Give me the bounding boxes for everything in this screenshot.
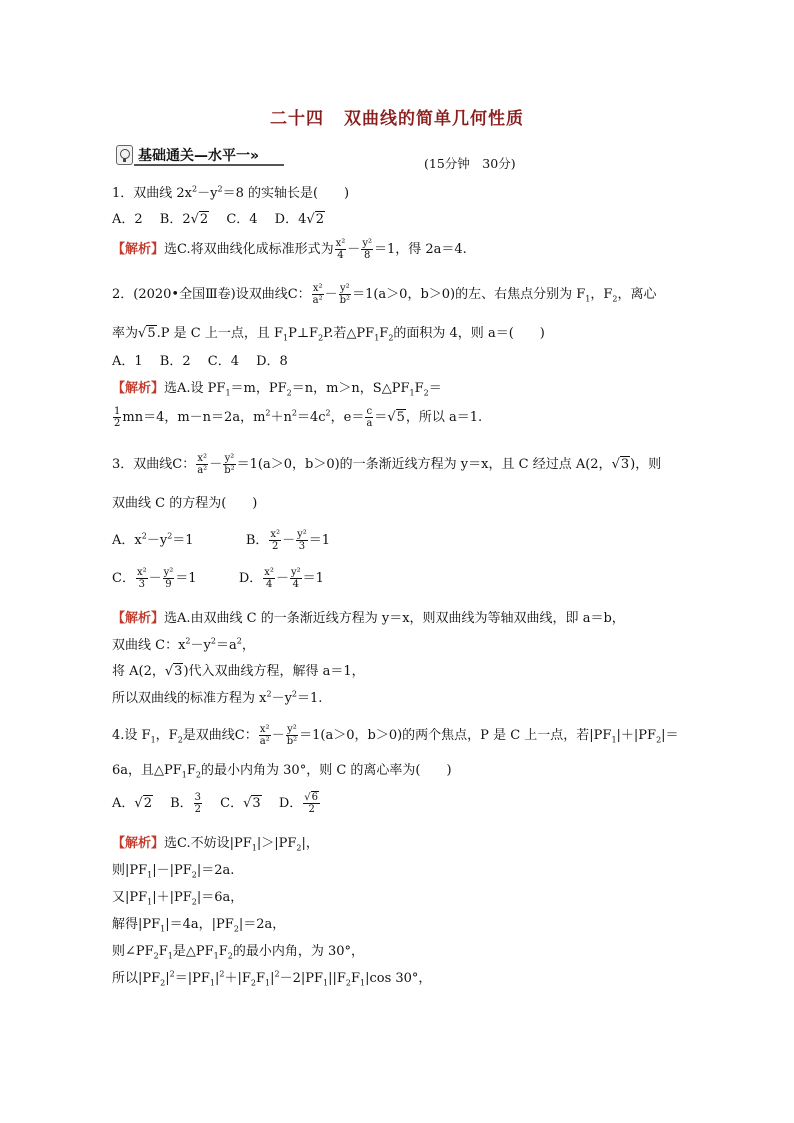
- q4-stem-line2: 6a，且$\triangle PF_1F_2$的最小内角为 30°，则 C 的离心率为( ): [112, 763, 452, 780]
- q3-stem-line1: 3．双曲线C： $\frac{\text{x²}}{\text{a²}}$ － $\frac{\text{y²}}{\text{b²}}$ ＝1(a＞0，b＞0)的一条渐近线方程为 y＝x，且 C 经过点 A(2，√3)，则: [112, 453, 662, 476]
- q4-stem-line1: 4.设 $F_1$，$F_2$是双曲线C： $\frac{\text{x²}}{\text{a²}}$ － $\frac{\text{y²}}{\text{b²}}$ ＝1(a＞0，b＞0)的两个焦点，P 是 C 上一点，若$|PF_1|+|PF_2|=$: [112, 724, 679, 747]
- q3-solution-line3: 将 A(2，√3)代入双曲线方程，解得 a＝1，: [112, 664, 365, 679]
- page-title: 二十四 双曲线的简单几何性质: [270, 109, 524, 129]
- section-header: [116, 144, 406, 166]
- q2-solution-line1: 【解析】选A.设 $PF_1=m$，$PF_2=n$，m＞n，$S\triangle PF_1F_2=$: [112, 381, 442, 398]
- lightbulb-icon: [116, 145, 133, 165]
- time-score-info: (15分钟 30分): [424, 156, 516, 171]
- q4-solution-line3: 又$|PF_1|+|PF_2|=6a$，: [112, 890, 244, 907]
- q4-solution-line4: 解得$|PF_1|=4a$，$|PF_2|=2a$，: [112, 917, 286, 934]
- q4-solution-line2: 则$|PF_1|-|PF_2|=2a$.: [112, 863, 235, 880]
- analysis-label: 【解析】: [112, 242, 165, 257]
- analysis-label: 【解析】: [112, 381, 165, 396]
- q3-stem-line2: 双曲线 C 的方程为( ): [112, 496, 258, 511]
- q3-solution-line1: 【解析】选A.由双曲线 C 的一条渐近线方程为 y＝x，则双曲线为等轴双曲线，即 a＝b，: [112, 611, 625, 626]
- section-title: 基础通关—水平一»: [138, 148, 260, 164]
- q4-solution-line5: 则$\angle PF_2F_1$是$\triangle PF_1F_2$的最小内角，为 30°，: [112, 944, 365, 961]
- q2-stem-line1: 2．(2020•全国Ⅲ卷)设双曲线C： $\frac{\text{x²}}{\text{a²}}$ － $\frac{\text{y²}}{\text{b²}}$ ＝1(a＞0，b＞0)的左、右焦点分别为 $F_1$，$F_2$，离心: [112, 283, 657, 306]
- q1-stem: 1．双曲线 $2x^2-y^2=8$ 的实轴长是( ): [112, 184, 350, 201]
- analysis-label: 【解析】: [112, 836, 165, 851]
- analysis-label: 【解析】: [112, 611, 165, 626]
- q3-solution-line4: 所以双曲线的标准方程为 $x^2-y^2=1$.: [112, 689, 323, 706]
- q2-solution-line2: $\frac{1}{2}$ mn＝4，m－n＝2a，$m^2+n^2=4c^2$，e＝ $\frac{c}{a}$ ＝√5，所以 a＝1.: [114, 406, 483, 429]
- q4-solution-line1: 【解析】选C.不妨设$|PF_1|>|PF_2|$，: [112, 836, 319, 853]
- q3-options-cd: C． $\frac{\text{x²}}{3}$ － $\frac{\text{y²}}{9}$ ＝1 D． $\frac{\text{x²}}{4}$ － $\frac{\text{y²}}{4}$ ＝1: [112, 567, 324, 590]
- q3-solution-line2: 双曲线 C：$x^2-y^2=a^2$，: [112, 636, 255, 653]
- q1-options: A．2 B．2√2 C．4 D．4√2: [112, 212, 324, 227]
- q2-stem-line2: 率为√5.P 是 C 上一点，且 $F_1P\perp F_2P$.若$\triangle PF_1F_2$的面积为 4，则 a＝( ): [112, 326, 545, 343]
- q1-solution: 【解析】选C.将双曲线化成标准形式为 $\frac{\text{x²}}{4}$ － $\frac{\text{y²}}{8}$ ＝1，得 2a＝4.: [112, 238, 467, 261]
- q2-options: A．1 B．2 C．4 D．8: [112, 354, 288, 369]
- q4-options: A．√2 B． $\frac{3}{2}$ C．√3 D． $\frac{√6}{2}$: [112, 792, 319, 815]
- q4-solution-line6: 所以$|PF_2|^2=|PF_1|^2+|F_2F_1|^2-2|PF_1||F_2F_1|\cos$ 30°，: [112, 969, 432, 988]
- section-underline: [134, 164, 284, 166]
- q3-options-ab: A．$x^2-y^2=1$ B． $\frac{\text{x²}}{2}$ － $\frac{\text{y²}}{3}$ ＝1: [112, 529, 331, 552]
